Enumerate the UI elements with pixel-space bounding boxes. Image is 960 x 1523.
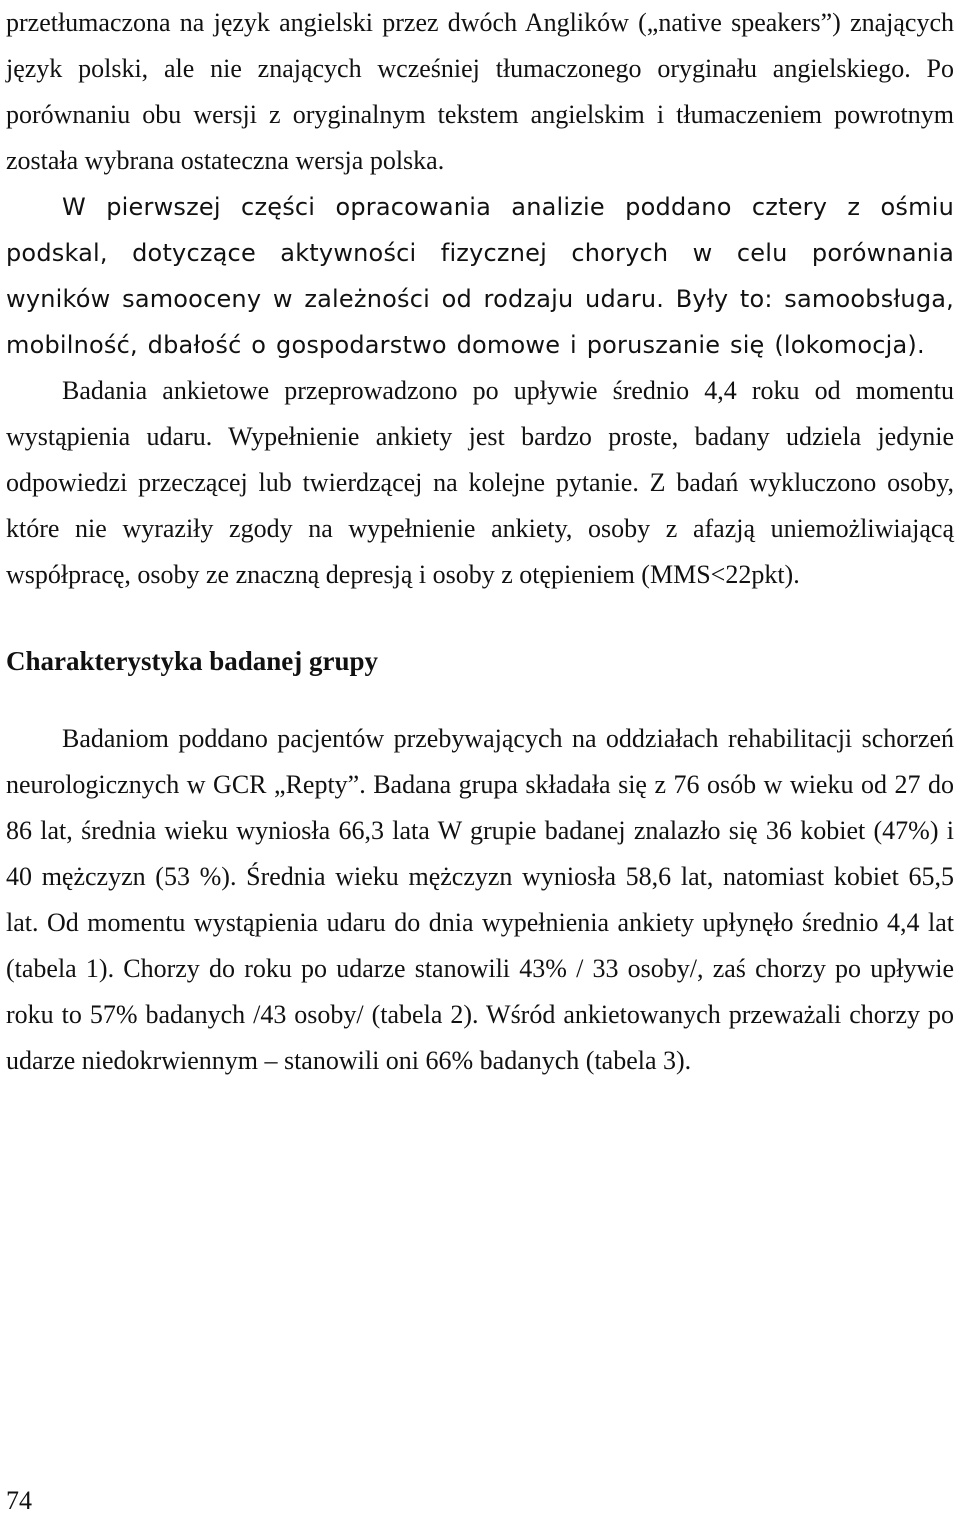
paragraph-subscales: W pierwszej części opracowania analizie poddano cztery z ośmiu podskal, dotyczące aktywności fizycznej chorych w celu porównania wyników samooceny w zależności od rodzaju udaru. Były to: samoobsługa, mobilność, dbałość o gospodarstwo domowe i poruszanie się (lokomocja).	[6, 193, 954, 359]
spacer	[6, 598, 954, 638]
document-page	[6, 0, 954, 1084]
paragraph-translation: przetłumaczona na język angielski przez dwóch Anglików („native speakers”) znających język polski, ale nie znających wcześniej tłumaczonego oryginału angielskiego. Po porównaniu obu wersji z oryginalnym tekstem angielskim i tłumaczeniem powrotnym została wybrana ostateczna wersja polska.	[6, 8, 954, 175]
page-number: 74	[6, 1486, 32, 1515]
paragraph-survey: Badania ankietowe przeprowadzono po upływie średnio 4,4 roku od momentu wystąpienia udaru. Wypełnienie ankiety jest bardzo proste, badany udziela jedynie odpowiedzi przeczącej lub twierdzącej na kolejne pytanie. Z badań wykluczono osoby, które nie wyraziły zgody na wypełnienie ankiety, osoby z afazją uniemożliwiającą współpracę, osoby ze znaczną depresją i osoby z otępieniem (MMS<22pkt).	[6, 376, 954, 589]
paragraph-group-characteristics: Badaniom poddano pacjentów przebywających na oddziałach rehabilitacji schorzeń neurologicznych w GCR „Repty”. Badana grupa składała się z 76 osób w wieku od 27 do 86 lat, średnia wieku wyniosła 66,3 lata W grupie badanej znalazło się 36 kobiet (47%) i 40 mężczyzn (53 %). Średnia wieku mężczyzn wyniosła 58,6 lat, natomiast kobiet 65,5 lat. Od momentu wystąpienia udaru do dnia wypełnienia ankiety upłynęło średnio 4,4 lat (tabela 1). Chorzy do roku po udarze stanowili 43% / 33 osoby/, zaś chorzy po upływie roku to 57% badanych /43 osoby/ (tabela 2). Wśród ankietowanych przeważali chorzy po udarze niedokrwiennym – stanowili oni 66% badanych (tabela 3).	[6, 724, 954, 1075]
spacer	[6, 684, 954, 716]
section-heading: Charakterystyka badanej grupy	[6, 646, 379, 676]
